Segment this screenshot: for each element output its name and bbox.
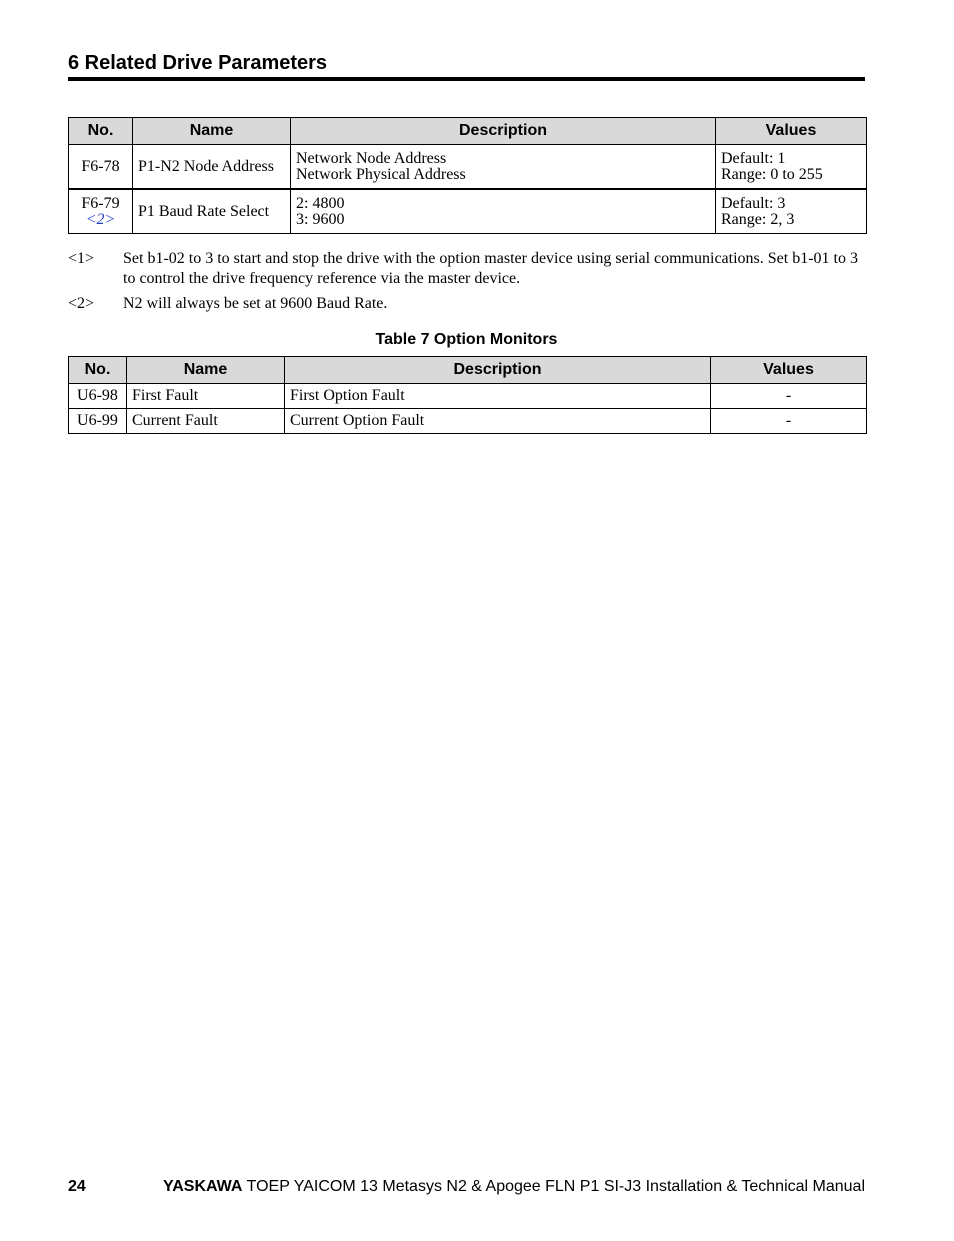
brand-name: YASKAWA bbox=[163, 1178, 243, 1195]
table-caption: Table 7 Option Monitors bbox=[375, 331, 558, 348]
monitor-number: U6-99 bbox=[69, 409, 127, 434]
param-description bbox=[291, 145, 716, 190]
column-header-values: Values bbox=[711, 357, 867, 384]
param-name: P1 Baud Rate Select bbox=[133, 189, 291, 234]
footnote-text: Set b1-02 to 3 to start and stop the drive with the option master device using serial communications. Set b1-01 to 3 to control the drive frequency reference via the master device. bbox=[123, 250, 858, 287]
table-header-row bbox=[69, 118, 867, 145]
default-value: Default: 1 bbox=[721, 149, 786, 167]
footnote-link[interactable]: <2> bbox=[85, 210, 116, 228]
footnote bbox=[68, 294, 865, 314]
section-rule bbox=[68, 77, 865, 81]
description-line: Network Physical Address bbox=[296, 165, 466, 183]
description-line: 2: 4800 bbox=[296, 194, 345, 212]
column-header-no: No. bbox=[69, 357, 127, 384]
parameters-table bbox=[68, 117, 867, 234]
table-row bbox=[69, 189, 867, 234]
footnote-tag: <1> bbox=[68, 250, 95, 267]
monitor-description: First Option Fault bbox=[285, 384, 711, 409]
monitor-name: First Fault bbox=[127, 384, 285, 409]
column-header-name: Name bbox=[133, 118, 291, 145]
column-header-values: Values bbox=[716, 118, 867, 145]
param-description bbox=[291, 189, 716, 234]
option-monitors-table bbox=[68, 356, 867, 434]
table-row bbox=[69, 145, 867, 190]
default-value: Default: 3 bbox=[721, 194, 786, 212]
footnote bbox=[68, 249, 865, 289]
monitor-name: Current Fault bbox=[127, 409, 285, 434]
monitor-number: U6-98 bbox=[69, 384, 127, 409]
param-values bbox=[716, 189, 867, 234]
param-values bbox=[716, 145, 867, 190]
column-header-name: Name bbox=[127, 357, 285, 384]
column-header-description: Description bbox=[285, 357, 711, 384]
column-header-no: No. bbox=[69, 118, 133, 145]
monitor-description: Current Option Fault bbox=[285, 409, 711, 434]
param-number-text: F6-78 bbox=[81, 157, 120, 175]
param-name: P1-N2 Node Address bbox=[133, 145, 291, 190]
param-number bbox=[69, 189, 133, 234]
table-header-row bbox=[69, 357, 867, 384]
manual-title bbox=[163, 1178, 865, 1196]
section-title: 6 Related Drive Parameters bbox=[68, 52, 328, 74]
value-range: Range: 2, 3 bbox=[721, 210, 795, 228]
table-row bbox=[69, 409, 867, 434]
monitor-values: - bbox=[711, 409, 867, 434]
param-number bbox=[69, 145, 133, 190]
description-line: 3: 9600 bbox=[296, 210, 345, 228]
manual-title-text: TOEP YAICOM 13 Metasys N2 & Apogee FLN P1 SI-J3 Installation & Technical Manual bbox=[242, 1178, 865, 1195]
value-range: Range: 0 to 255 bbox=[721, 165, 823, 183]
page-number: 24 bbox=[68, 1178, 86, 1195]
table-row bbox=[69, 384, 867, 409]
footnote-text: N2 will always be set at 9600 Baud Rate. bbox=[123, 295, 388, 312]
description-line: Network Node Address bbox=[296, 149, 447, 167]
column-header-description: Description bbox=[291, 118, 716, 145]
monitor-values: - bbox=[711, 384, 867, 409]
param-number-text: F6-79 bbox=[81, 194, 120, 212]
footnote-tag: <2> bbox=[68, 295, 95, 312]
